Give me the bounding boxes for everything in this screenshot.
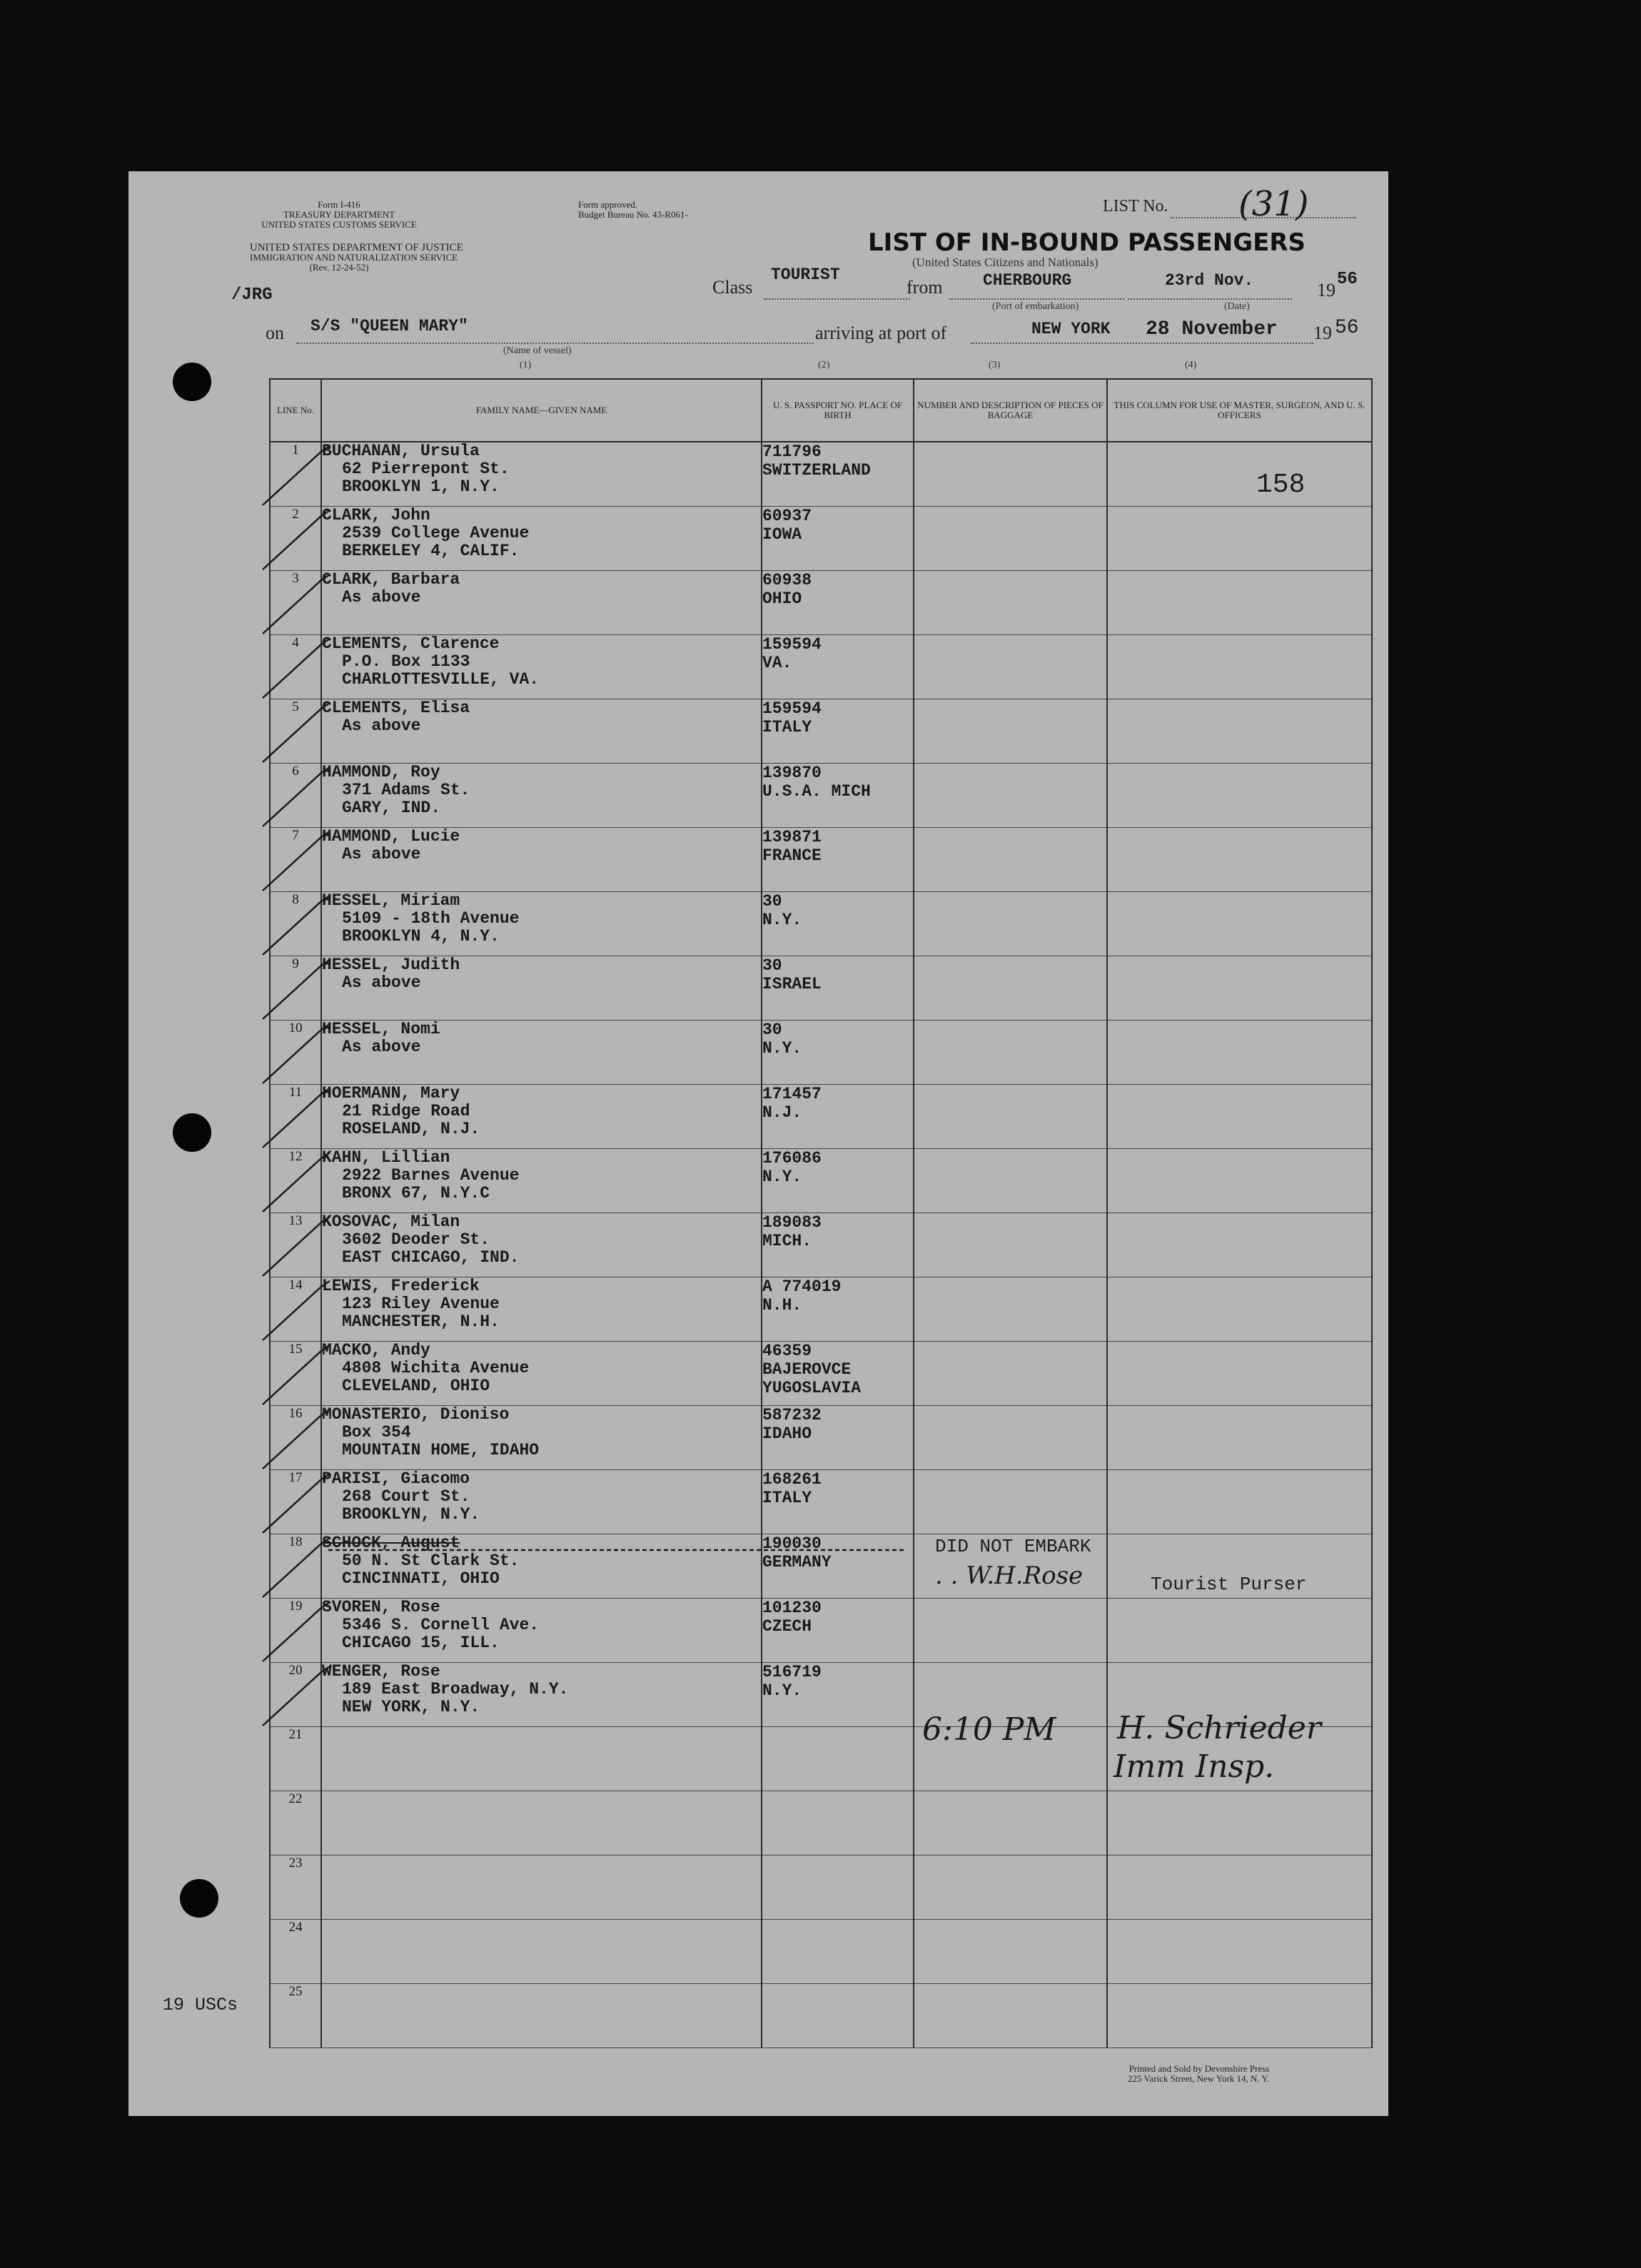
officer-cell (1107, 442, 1372, 507)
baggage-cell (914, 764, 1107, 828)
place-of-birth: ITALY (762, 718, 812, 736)
passport-cell (762, 1085, 914, 1149)
passenger-name: CLARK, John (322, 506, 430, 525)
passport-number: 139871 (762, 828, 822, 846)
passport-number: 711796 (762, 442, 822, 461)
officer-cell (1107, 1149, 1372, 1213)
year-prefix-1: 19 (1317, 280, 1335, 300)
list-number-label: LIST No. (1103, 197, 1168, 216)
inspector-signature: H. Schrieder (1117, 1710, 1321, 1746)
line-number: 23 (270, 1856, 321, 1920)
passport-cell (762, 1021, 914, 1085)
officer-cell (1107, 1599, 1372, 1663)
passenger-name-cell (321, 1021, 762, 1085)
baggage-cell (914, 1085, 1107, 1149)
baggage-cell (914, 1984, 1107, 2048)
place-of-birth: N.Y. (762, 911, 802, 929)
baggage-cell (914, 1342, 1107, 1406)
passenger-name-cell (321, 1277, 762, 1342)
line-number: 18 (270, 1534, 321, 1599)
passenger-address: GARY, IND. (342, 799, 441, 817)
table-row (270, 1856, 1372, 1920)
approval-block (578, 200, 688, 220)
passenger-name: HESSEL, Nomi (322, 1020, 440, 1038)
passenger-name: CLARK, Barbara (322, 570, 460, 589)
printer-address: 225 Varick Street, New York 14, N. Y. (1128, 2073, 1270, 2084)
passenger-address: EAST CHICAGO, IND. (342, 1248, 520, 1267)
passenger-name-cell (321, 1406, 762, 1470)
class-label: Class (712, 277, 753, 298)
passport-number: 101230 (762, 1599, 822, 1617)
place-of-birth: N.H. (762, 1296, 802, 1315)
passport-number: 30 (762, 892, 782, 911)
baggage-cell (914, 1406, 1107, 1470)
table-row (270, 1920, 1372, 1984)
passenger-address: CHARLOTTESVILLE, VA. (342, 670, 540, 689)
passenger-address: CLEVELAND, OHIO (342, 1377, 490, 1395)
passport-cell (762, 892, 914, 956)
passenger-address: 371 Adams St. (342, 781, 470, 799)
passenger-address: 62 Pierrepont St. (342, 460, 510, 478)
passenger-name-cell (321, 1663, 762, 1727)
passenger-name: PARISI, Giacomo (322, 1469, 470, 1488)
on-label: on (266, 323, 284, 343)
inspector-title: Imm Insp. (1114, 1748, 1275, 1785)
passport-cell (762, 828, 914, 892)
line-number: 9 (270, 956, 321, 1021)
table-row (270, 828, 1372, 892)
passenger-name-cell (321, 1534, 762, 1599)
officer-cell (1107, 571, 1372, 635)
officer-cell (1107, 699, 1372, 764)
passenger-address: BROOKLYN 4, N.Y. (342, 927, 500, 946)
date-caption: (Date) (1224, 301, 1250, 312)
baggage-cell (914, 699, 1107, 764)
table-row (270, 1342, 1372, 1406)
passenger-name: KAHN, Lillian (322, 1148, 450, 1167)
passenger-address: 2539 College Avenue (342, 524, 530, 542)
officer-count: 158 (1256, 470, 1306, 500)
inspection-time: 6:10 PM (922, 1711, 1056, 1748)
place-of-birth: ITALY (762, 1489, 812, 1507)
passport-cell (762, 635, 914, 699)
passenger-address: BRONX 67, N.Y.C (342, 1184, 490, 1203)
passenger-name-cell (321, 1856, 762, 1920)
passenger-name-cell (321, 699, 762, 764)
table-row (270, 1406, 1372, 1470)
table-row (270, 442, 1372, 507)
officer-cell (1107, 1406, 1372, 1470)
baggage-cell (914, 892, 1107, 956)
passenger-name: HESSEL, Miriam (322, 891, 460, 910)
officer-cell (1107, 1856, 1372, 1920)
passenger-name-cell (321, 828, 762, 892)
passenger-name-cell (321, 1213, 762, 1277)
passenger-address: Box 354 (342, 1423, 411, 1442)
line-number: 16 (270, 1406, 321, 1470)
passport-cell (762, 571, 914, 635)
vessel-caption: (Name of vessel) (503, 345, 572, 356)
col-number-3: (3) (989, 360, 1001, 370)
baggage-cell (914, 956, 1107, 1021)
officer-cell (1107, 956, 1372, 1021)
table-row (270, 1984, 1372, 2048)
table-row (270, 1791, 1372, 1856)
passenger-name-cell (321, 1342, 762, 1406)
place-of-birth: U.S.A. MICH (762, 782, 871, 801)
passport-cell (762, 1342, 914, 1406)
passenger-name-cell (321, 1599, 762, 1663)
justice-block (250, 242, 463, 273)
passport-cell (762, 1663, 914, 1727)
officer-cell (1107, 1277, 1372, 1342)
passenger-address: As above (342, 717, 421, 735)
passport-cell (762, 1470, 914, 1534)
baggage-cell (914, 1920, 1107, 1984)
passenger-address: 123 Riley Avenue (342, 1295, 500, 1313)
officer-cell (1107, 1984, 1372, 2048)
passenger-address: 4808 Wichita Avenue (342, 1359, 530, 1377)
officer-cell (1107, 892, 1372, 956)
passenger-address: BROOKLYN, N.Y. (342, 1505, 480, 1524)
place-of-birth: VA. (762, 654, 792, 672)
place-of-birth: N.Y. (762, 1039, 802, 1058)
table-row (270, 1149, 1372, 1213)
place-of-birth: BAJEROVCE YUGOSLAVIA (762, 1360, 862, 1397)
form-number: Form I-416 (318, 199, 360, 210)
arrival-date: 28 November (1146, 318, 1278, 340)
passport-cell (762, 1599, 914, 1663)
passport-cell (762, 1534, 914, 1599)
passenger-name: BUCHANAN, Ursula (322, 442, 480, 460)
officer-cell (1107, 1085, 1372, 1149)
passenger-name: MONASTERIO, Dioniso (322, 1405, 510, 1424)
uscs-count: 19 USCs (163, 1995, 238, 2015)
line-number: 5 (270, 699, 321, 764)
line-number: 19 (270, 1599, 321, 1663)
line-number: 8 (270, 892, 321, 956)
passport-cell (762, 1727, 914, 1791)
table-row (270, 699, 1372, 764)
printer-footer (1128, 2064, 1269, 2084)
passenger-name-cell (321, 1920, 762, 1984)
baggage-cell (914, 1277, 1107, 1342)
passport-cell (762, 1406, 914, 1470)
passenger-address: P.O. Box 1133 (342, 652, 470, 671)
col-number-2: (2) (818, 360, 830, 370)
officer-cell (1107, 635, 1372, 699)
line-number: 2 (270, 507, 321, 571)
passenger-name: HESSEL, Judith (322, 956, 460, 974)
passenger-name-cell (321, 764, 762, 828)
passenger-address: 2922 Barnes Avenue (342, 1166, 520, 1185)
form-approved: Form approved. (578, 199, 638, 210)
passport-number: 46359 (762, 1342, 812, 1360)
officer-cell (1107, 828, 1372, 892)
line-number: 13 (270, 1213, 321, 1277)
passenger-address: As above (342, 973, 421, 992)
baggage-cell (914, 828, 1107, 892)
passenger-name-cell (321, 1470, 762, 1534)
line-number: 22 (270, 1791, 321, 1856)
baggage-cell (914, 1021, 1107, 1085)
passenger-name-cell (321, 635, 762, 699)
clerk-initials: /JRG (231, 285, 273, 305)
passenger-name-cell (321, 1149, 762, 1213)
place-of-birth: N.J. (762, 1103, 802, 1122)
baggage-cell (914, 1149, 1107, 1213)
vessel-name: S/S "QUEEN MARY" (310, 317, 468, 335)
page-subtitle: (United States Citizens and Nationals) (912, 255, 1099, 269)
table-row (270, 892, 1372, 956)
passenger-address: BROOKLYN 1, N.Y. (342, 477, 500, 496)
line-number: 7 (270, 828, 321, 892)
line-number: 1 (270, 442, 321, 507)
officer-cell (1107, 764, 1372, 828)
baggage-cell (914, 571, 1107, 635)
passport-cell (762, 1149, 914, 1213)
passport-cell (762, 1213, 914, 1277)
baggage-cell (914, 442, 1107, 507)
treasury-dept: TREASURY DEPARTMENT (283, 209, 395, 220)
punch-hole-top (173, 363, 211, 401)
baggage-cell (914, 1791, 1107, 1856)
passport-cell (762, 1984, 914, 2048)
customs-service: UNITED STATES CUSTOMS SERVICE (261, 219, 417, 230)
punch-hole-bottom (180, 1879, 218, 1918)
form-id-block (257, 200, 421, 230)
passenger-name: MACKO, Andy (322, 1341, 430, 1360)
passport-number: 171457 (762, 1085, 822, 1103)
class-value: TOURIST (771, 265, 840, 284)
col-number-4: (4) (1185, 360, 1197, 370)
line-number: 21 (270, 1727, 321, 1791)
passenger-address: 50 N. St Clark St. (342, 1551, 520, 1570)
passenger-name: CLEMENTS, Elisa (322, 699, 470, 717)
col-header-name: FAMILY NAME—GIVEN NAME (321, 379, 762, 442)
passenger-name: SCHOCK, August (322, 1534, 460, 1552)
place-of-birth: SWITZERLAND (762, 461, 871, 480)
table-row (270, 635, 1372, 699)
passenger-name-cell (321, 892, 762, 956)
passenger-address: NEW YORK, N.Y. (342, 1698, 480, 1716)
page-title: LIST OF IN-BOUND PASSENGERS (868, 228, 1306, 257)
passenger-name-cell (321, 507, 762, 571)
purser-signature: . . W.H.Rose (935, 1561, 1084, 1590)
passenger-address: 189 East Broadway, N.Y. (342, 1680, 569, 1699)
line-number: 17 (270, 1470, 321, 1534)
passenger-name-cell (321, 571, 762, 635)
printer-name: Printed and Sold by Devonshire Press (1128, 2063, 1270, 2074)
officer-cell (1107, 1470, 1372, 1534)
passenger-address: 5346 S. Cornell Ave. (342, 1616, 540, 1634)
passenger-name: HAMMOND, Roy (322, 763, 440, 781)
passenger-address: ROSELAND, N.J. (342, 1120, 480, 1138)
passport-cell (762, 956, 914, 1021)
officer-cell (1107, 1920, 1372, 1984)
passport-number: 516719 (762, 1663, 822, 1681)
line-number: 25 (270, 1984, 321, 2048)
passenger-name: HAMMOND, Lucie (322, 827, 460, 846)
passport-cell (762, 1791, 914, 1856)
passport-number: 168261 (762, 1470, 822, 1489)
place-of-birth: OHIO (762, 589, 802, 608)
passport-number: 587232 (762, 1406, 822, 1424)
baggage-cell (914, 1599, 1107, 1663)
table-header-row (270, 379, 1372, 442)
line-number: 6 (270, 764, 321, 828)
table-row (270, 1085, 1372, 1149)
did-not-embark-note: DID NOT EMBARK (935, 1536, 1091, 1557)
passport-number: 176086 (762, 1149, 822, 1168)
passenger-name: WENGER, Rose (322, 1662, 440, 1681)
embarkation-caption: (Port of embarkation) (992, 301, 1079, 312)
passenger-name: CLEMENTS, Clarence (322, 634, 500, 653)
passport-cell (762, 764, 914, 828)
officer-cell (1107, 1021, 1372, 1085)
passport-number: 190030 (762, 1534, 822, 1553)
passenger-address: 3602 Deoder St. (342, 1230, 490, 1249)
passenger-address: As above (342, 588, 421, 607)
baggage-cell (914, 1856, 1107, 1920)
baggage-cell (914, 635, 1107, 699)
officer-cell (1107, 1213, 1372, 1277)
passenger-name: KOSOVAC, Milan (322, 1213, 460, 1231)
passenger-address: 5109 - 18th Avenue (342, 909, 520, 928)
passenger-name: SVOREN, Rose (322, 1598, 440, 1616)
passenger-address: MANCHESTER, N.H. (342, 1312, 500, 1331)
purser-title: Tourist Purser (1151, 1574, 1307, 1595)
arriving-label: arriving at port of (815, 323, 947, 343)
passport-number: 60937 (762, 507, 812, 525)
from-label: from (907, 277, 943, 298)
col-number-1: (1) (520, 360, 532, 370)
line-number: 4 (270, 635, 321, 699)
table-row (270, 1021, 1372, 1085)
passport-number: 60938 (762, 571, 812, 589)
table-row (270, 507, 1372, 571)
table-row (270, 1213, 1372, 1277)
line-number: 20 (270, 1663, 321, 1727)
officer-cell (1107, 507, 1372, 571)
line-number: 11 (270, 1085, 321, 1149)
place-of-birth: N.Y. (762, 1168, 802, 1186)
passenger-name-cell (321, 442, 762, 507)
place-of-birth: ISRAEL (762, 975, 822, 993)
passport-number: 139870 (762, 764, 822, 782)
table-row (270, 764, 1372, 828)
place-of-birth: N.Y. (762, 1681, 802, 1700)
passport-cell (762, 1277, 914, 1342)
budget-bureau: Budget Bureau No. 43-R061- (578, 209, 688, 220)
passenger-name-cell (321, 1085, 762, 1149)
passport-number: 159594 (762, 635, 822, 654)
table-row (270, 956, 1372, 1021)
place-of-birth: MICH. (762, 1232, 812, 1250)
table-row (270, 571, 1372, 635)
passenger-address: As above (342, 845, 421, 864)
passport-cell (762, 507, 914, 571)
place-of-birth: FRANCE (762, 846, 822, 865)
passport-cell (762, 699, 914, 764)
table-row (270, 1599, 1372, 1663)
line-number: 24 (270, 1920, 321, 1984)
embarkation-port: CHERBOURG (983, 271, 1072, 290)
passport-cell (762, 1856, 914, 1920)
year-prefix-2: 19 (1313, 323, 1332, 343)
place-of-birth: CZECH (762, 1617, 812, 1636)
passenger-address: CINCINNATI, OHIO (342, 1569, 500, 1588)
place-of-birth: IOWA (762, 525, 802, 544)
line-number: 14 (270, 1277, 321, 1342)
passport-cell (762, 1920, 914, 1984)
officer-cell (1107, 1791, 1372, 1856)
punch-hole-middle (173, 1113, 211, 1152)
passenger-name-cell (321, 1727, 762, 1791)
col-header-passport: U. S. PASSPORT NO. PLACE OF BIRTH (762, 379, 914, 442)
passenger-name: LEWIS, Frederick (322, 1277, 480, 1295)
officer-cell (1107, 1342, 1372, 1406)
passport-cell (762, 442, 914, 507)
revision-date: (Rev. 12-24-52) (309, 262, 369, 273)
passenger-name-cell (321, 956, 762, 1021)
list-number-value: (31) (1238, 184, 1309, 224)
passport-number: 189083 (762, 1213, 822, 1232)
passport-number: 159594 (762, 699, 822, 718)
passenger-address: 21 Ridge Road (342, 1102, 470, 1120)
arrival-port: NEW YORK (1031, 320, 1111, 338)
baggage-cell (914, 507, 1107, 571)
passport-number: 30 (762, 956, 782, 975)
passenger-address: BERKELEY 4, CALIF. (342, 542, 520, 560)
place-of-birth: IDAHO (762, 1424, 812, 1443)
passenger-name-cell (321, 1791, 762, 1856)
line-number: 12 (270, 1149, 321, 1213)
line-number: 3 (270, 571, 321, 635)
baggage-cell (914, 1470, 1107, 1534)
passenger-address: As above (342, 1038, 421, 1056)
passenger-address: CHICAGO 15, ILL. (342, 1634, 500, 1652)
passport-number: 30 (762, 1021, 782, 1039)
year-2: 56 (1335, 317, 1359, 339)
passenger-table (269, 378, 1373, 2048)
passenger-name: HOERMANN, Mary (322, 1084, 460, 1103)
justice-dept: UNITED STATES DEPARTMENT OF JUSTICE (250, 242, 463, 253)
col-header-officers: THIS COLUMN FOR USE OF MASTER, SURGEON, AND U. S. OFFICERS (1107, 379, 1372, 442)
place-of-birth: GERMANY (762, 1553, 832, 1571)
line-number: 10 (270, 1021, 321, 1085)
embarkation-date: 23rd Nov. (1165, 271, 1254, 290)
ins-service: IMMIGRATION AND NATURALIZATION SERVICE (250, 252, 458, 263)
line-number: 15 (270, 1342, 321, 1406)
year-1: 56 (1337, 270, 1358, 289)
table-row (270, 1277, 1372, 1342)
table-row (270, 1470, 1372, 1534)
baggage-cell (914, 1213, 1107, 1277)
col-header-baggage: NUMBER AND DESCRIPTION OF PIECES OF BAGGAGE (914, 379, 1107, 442)
passenger-address: MOUNTAIN HOME, IDAHO (342, 1441, 540, 1459)
passenger-address: 268 Court St. (342, 1487, 470, 1506)
passenger-name-cell (321, 1984, 762, 2048)
passport-number: A 774019 (762, 1277, 842, 1296)
col-header-line: LINE No. (270, 379, 321, 442)
